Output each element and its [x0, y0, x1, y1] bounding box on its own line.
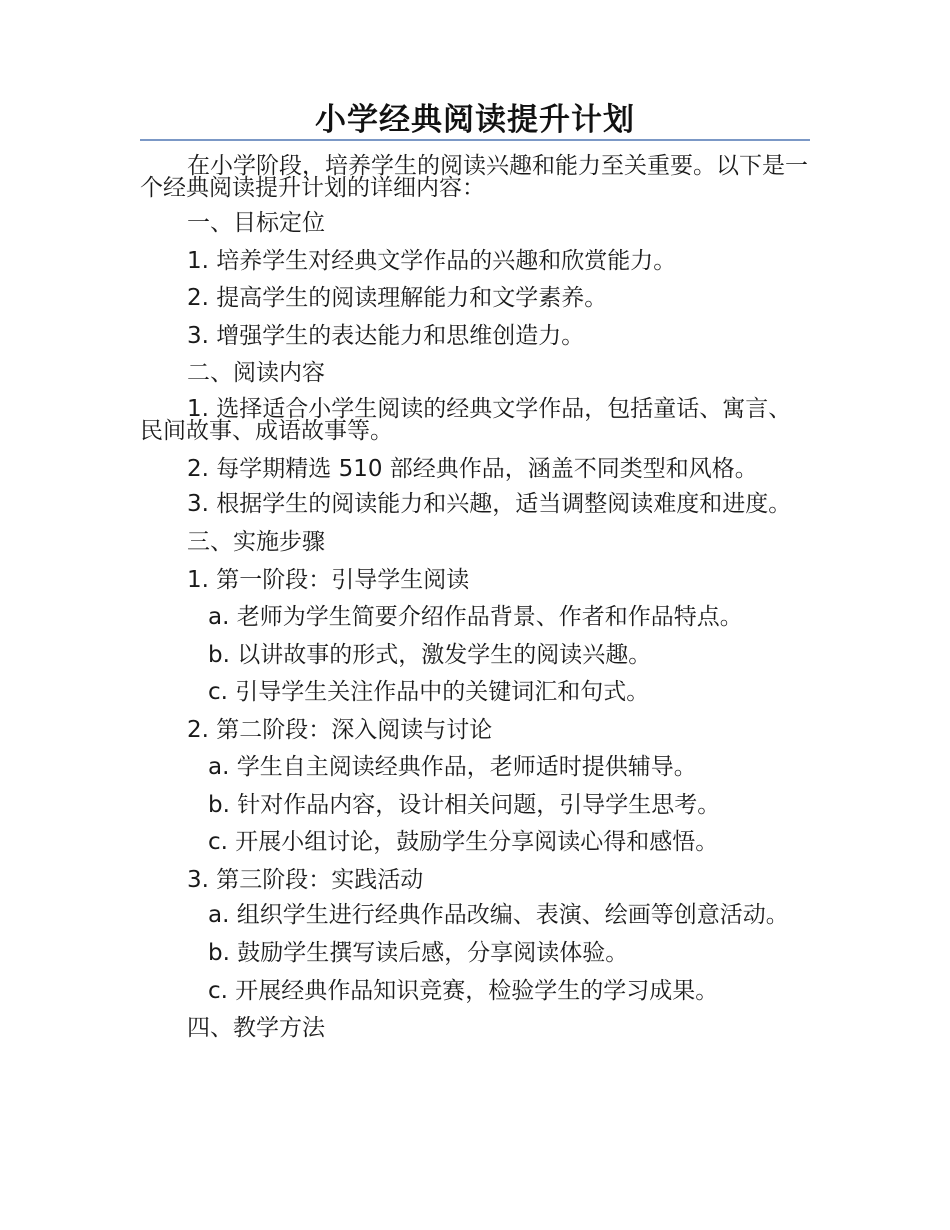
goal-item: 1. 培养学生对经典文学作品的兴趣和欣赏能力。 [187, 247, 677, 274]
page-title: 小学经典阅读提升计划 [315, 102, 635, 138]
phase-item: a. 老师为学生简要介绍作品背景、作者和作品特点。 [208, 604, 743, 630]
section-heading-goals: 一、目标定位 [187, 210, 325, 236]
phase-heading: 3. 第三阶段：实践活动 [187, 866, 424, 893]
intro-paragraph: 在小学阶段，培养学生的阅读兴趣和能力至关重要。以下是一个经典阅读提升计划的详细内容： [140, 153, 808, 201]
phase-heading: 2. 第二阶段：深入阅读与讨论 [187, 716, 493, 743]
phase-item: b. 鼓励学生撰写读后感，分享阅读体验。 [208, 940, 629, 966]
goal-item: 2. 提高学生的阅读理解能力和文学素养。 [187, 285, 608, 311]
phase-item: a. 学生自主阅读经典作品，老师适时提供辅导。 [208, 754, 697, 780]
section-heading-content: 二、阅读内容 [187, 360, 325, 386]
phase-item: c. 引导学生关注作品中的关键词汇和句式。 [208, 679, 650, 705]
document-body [140, 155, 810, 1048]
goal-item: 3. 增强学生的表达能力和思维创造力。 [187, 322, 585, 349]
phase-item: b. 以讲故事的形式，激发学生的阅读兴趣。 [208, 641, 652, 668]
content-item: 1. 选择适合小学生阅读的经典文学作品，包括童话、寓言、民间故事、成语故事等。 [140, 395, 792, 444]
content-item: 2. 每学期精选 510 部经典作品，涵盖不同类型和风格。 [187, 455, 758, 482]
phase-item: a. 组织学生进行经典作品改编、表演、绘画等创意活动。 [208, 902, 789, 928]
section-heading-methods: 四、教学方法 [187, 1015, 325, 1041]
phase-item: c. 开展小组讨论，鼓励学生分享阅读心得和感悟。 [208, 829, 719, 855]
section-heading-steps: 三、实施步骤 [187, 529, 325, 555]
phase-item: b. 针对作品内容，设计相关问题，引导学生思考。 [208, 791, 721, 818]
phase-item: c. 开展经典作品知识竞赛，检验学生的学习成果。 [208, 977, 719, 1004]
content-item: 3. 根据学生的阅读能力和兴趣，适当调整阅读难度和进度。 [187, 491, 792, 517]
phase-heading: 1. 第一阶段：引导学生阅读 [187, 566, 470, 593]
title-underline [140, 139, 810, 141]
